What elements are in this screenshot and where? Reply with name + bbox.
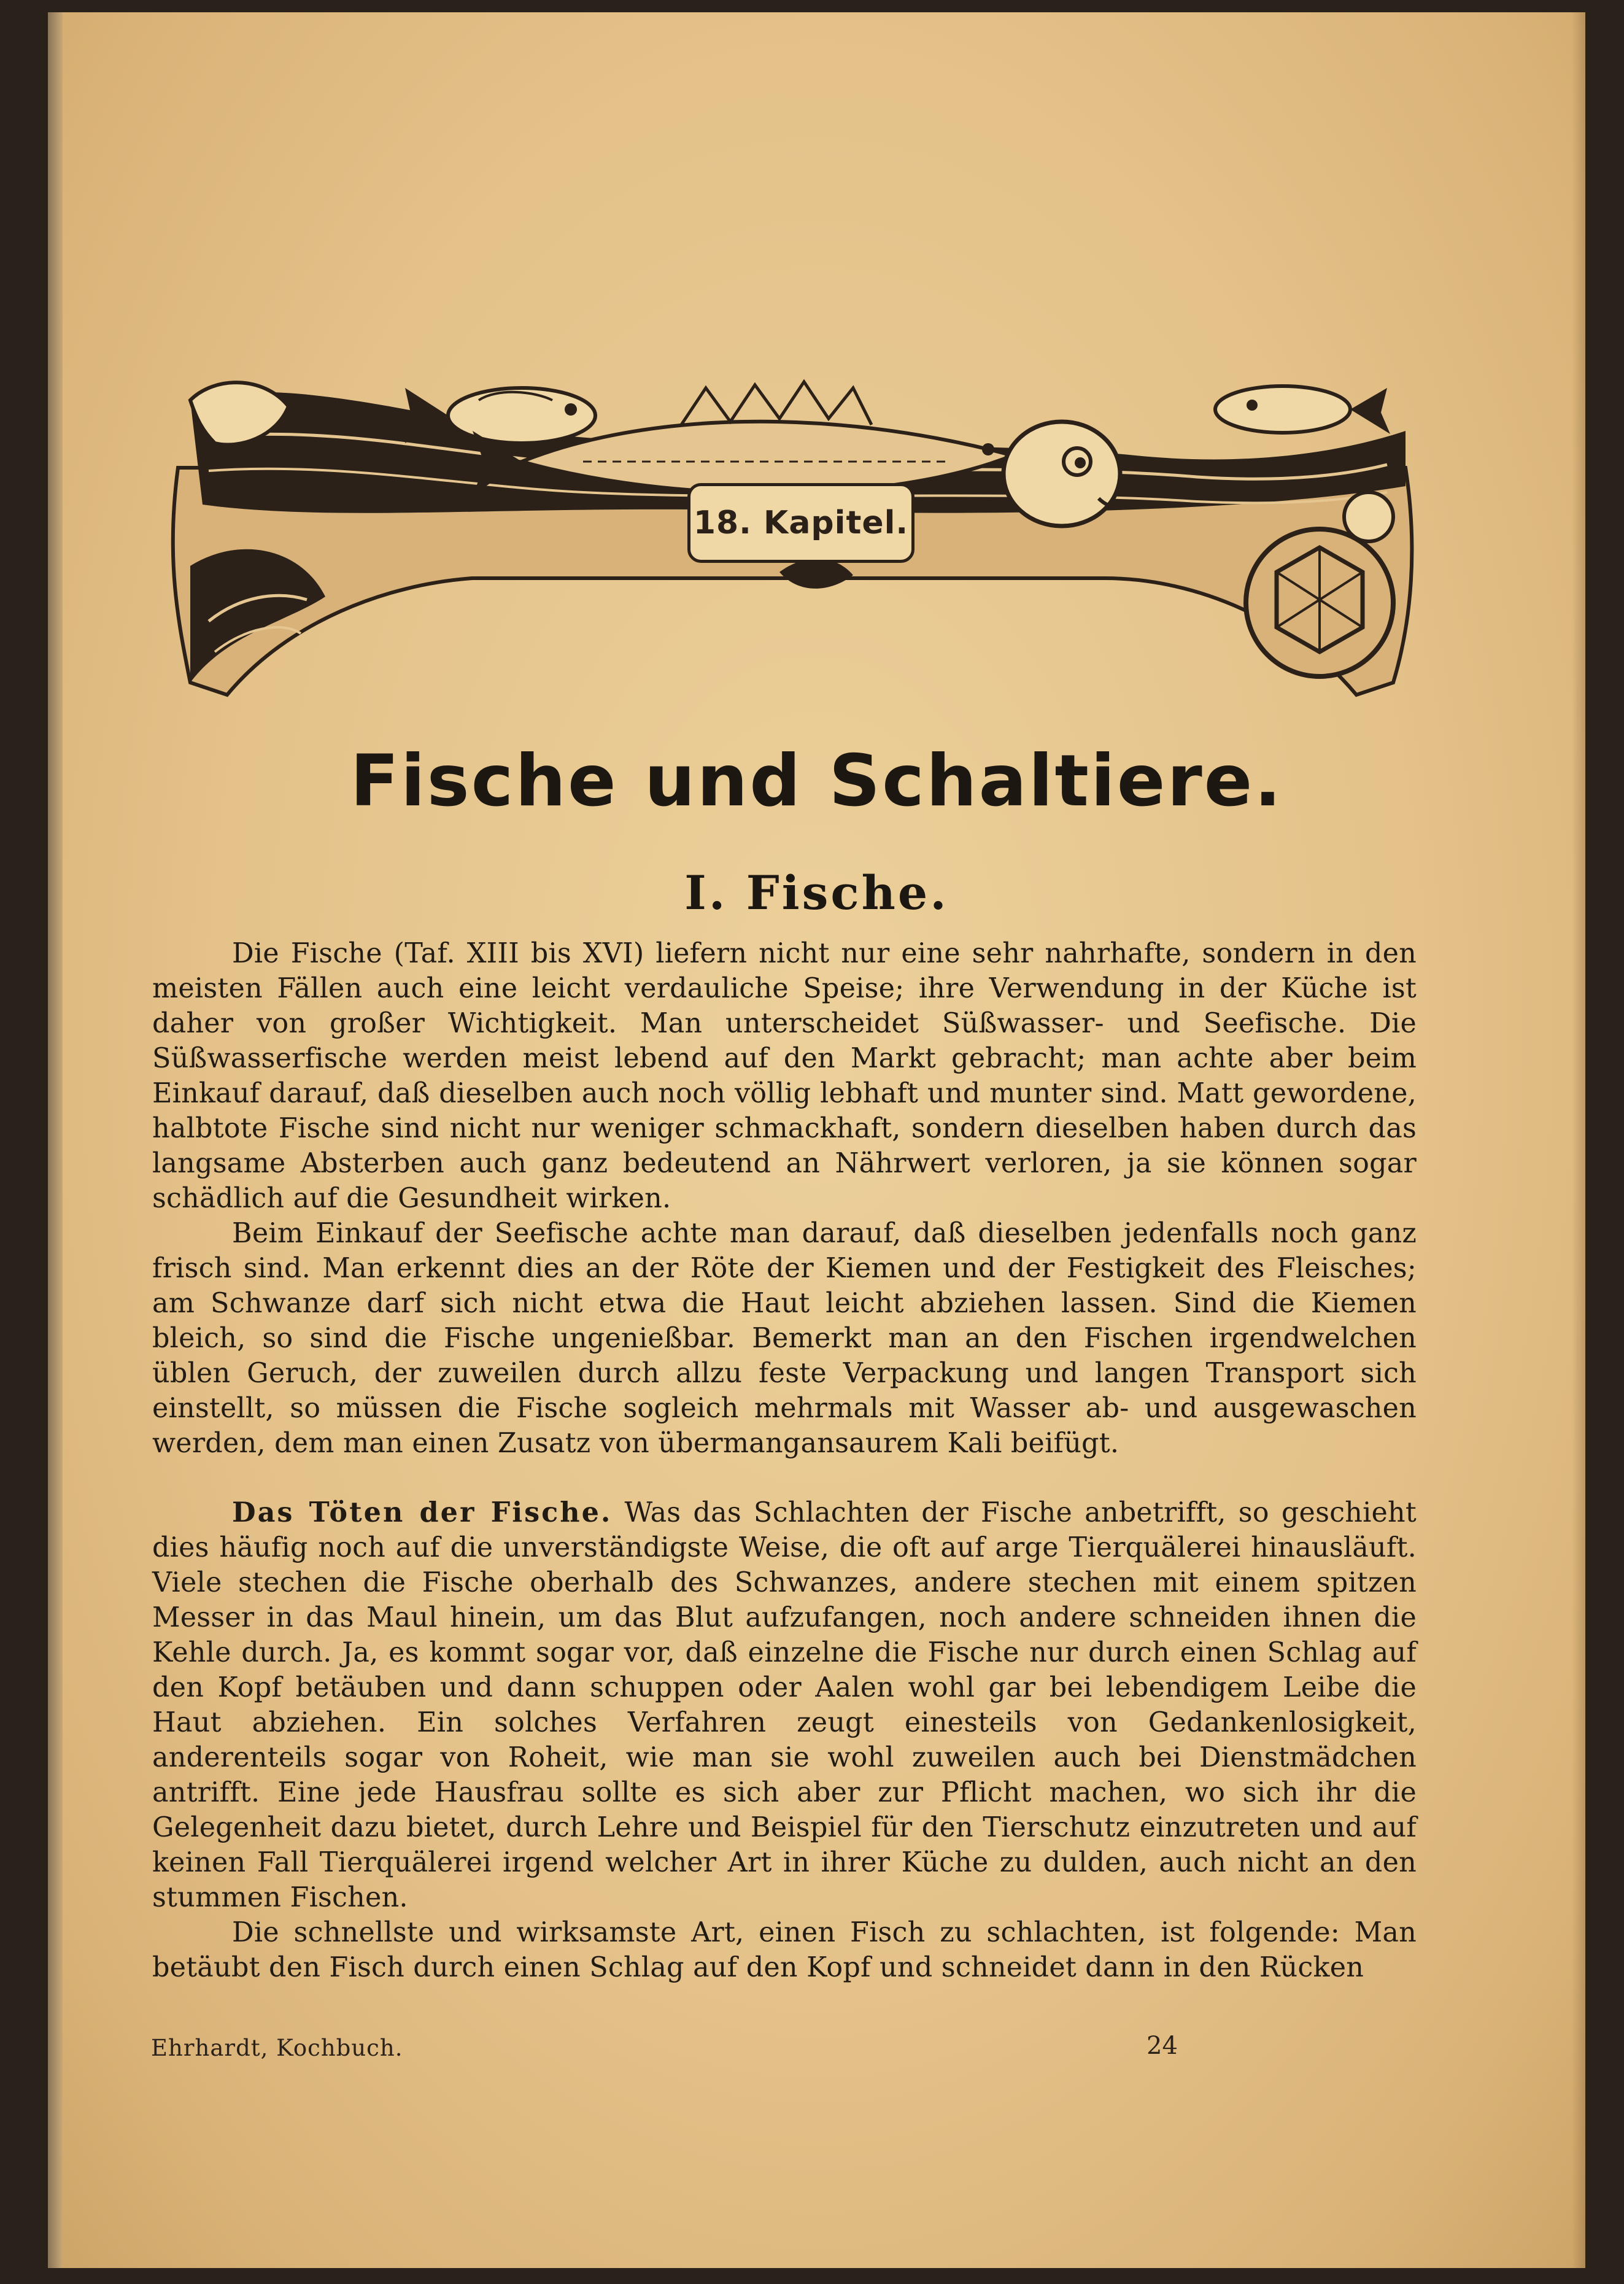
footer-book-title: Ehrhardt, Kochbuch. xyxy=(151,2035,403,2061)
paragraph-rubric: Das Töten der Fische. xyxy=(232,1496,613,1528)
chapter-label: 18. Kapitel. xyxy=(687,483,914,563)
page-title: Fische und Schaltiere. xyxy=(350,740,1283,823)
body-text xyxy=(152,936,1417,1985)
book-spine xyxy=(48,12,63,2268)
paragraph-3-text: Was das Schlachten der Fische anbetrifft, so geschieht dies häufig noch auf die unverständigste Weise, die oft auf arge Tierquälerei hinausläuft. Viele stechen die Fische oberhalb des Schwanzes, andere stechen mit einem spitzen Messer in das Maul hinein, um das Blut aufzufangen, noch andere schneiden ihnen die Kehle durch. Ja, es kommt sogar vor, daß einzelne die Fische nur durch einen Schlag auf den Kopf betäuben und dann schuppen oder Aalen wohl gar bei lebendigem Leibe die Haut abziehen. Ein solches Verfahren zeugt einesteils von Gedankenlosigkeit, anderenteils sogar von Roheit, wie man sie wohl zuweilen auch bei Dienstmädchen antrifft. Eine jede Hausfrau sollte es sich aber zur Pflicht machen, wo sich ihr die Gelegenheit dazu bietet, durch Lehre und Beispiel für den Tierschutz einzutreten und auf keinen Fall Tierquälerei irgend welcher Art in ihrer Küche zu dulden, auch nicht an den stummen Fischen. xyxy=(152,1497,1417,1913)
chapter-banner-illustration xyxy=(153,363,1427,707)
paragraph-2: Beim Einkauf der Seefische achte man darauf, daß dieselben jedenfalls noch ganz frisch sind. Man erkennt dies an der Röte der Kiemen und der Festigkeit des Fleisches; am Schwanze darf sich nicht etwa die Haut leicht abziehen lassen. Sind die Kiemen bleich, so sind die Fische ungenießbar. Bemerkt man an den Fischen irgendwelchen üblen Geruch, der zuweilen durch allzu feste Verpackung und langen Transport sich einstellt, so müssen die Fische sogleich mehrmals mit Wasser ab- und ausgewaschen werden, dem man einen Zusatz von übermangansaurem Kali beifügt. xyxy=(152,1218,1417,1459)
book-page xyxy=(48,12,1585,2268)
section-heading: I. Fische. xyxy=(684,865,949,920)
paragraph-4: Die schnellste und wirksamste Art, einen Fisch zu schlachten, ist folgende: Man betäubt den Fisch durch einen Schlag auf den Kopf und schneidet dann in den Rücken xyxy=(152,1917,1417,1983)
footer-signature-mark: 24 xyxy=(1146,2032,1178,2060)
fish-drawing-right xyxy=(1215,386,1390,434)
paragraph-3 xyxy=(152,1495,1417,1915)
paragraph-1: Die Fische (Taf. XIII bis XVI) liefern nicht nur eine sehr nahrhafte, sondern in den meisten Fällen auch eine leicht verdauliche Speise; ihre Verwendung in der Küche ist daher von großer Wichtigkeit. Man unterscheidet Süßwasser- und Seefische. Die Süßwasserfische werden meist lebend auf den Markt gebracht; man achte aber beim Einkauf darauf, daß dieselben auch noch völlig lebhaft und munter sind. Matt gewordene, halbtote Fische sind nicht nur weniger schmackhaft, sondern dieselben haben durch das langsame Absterben auch ganz bedeutend an Nährwert verloren, ja sie können sogar schädlich auf die Gesundheit wirken. xyxy=(152,938,1417,1214)
page-edge-shadow xyxy=(1572,12,1585,2268)
